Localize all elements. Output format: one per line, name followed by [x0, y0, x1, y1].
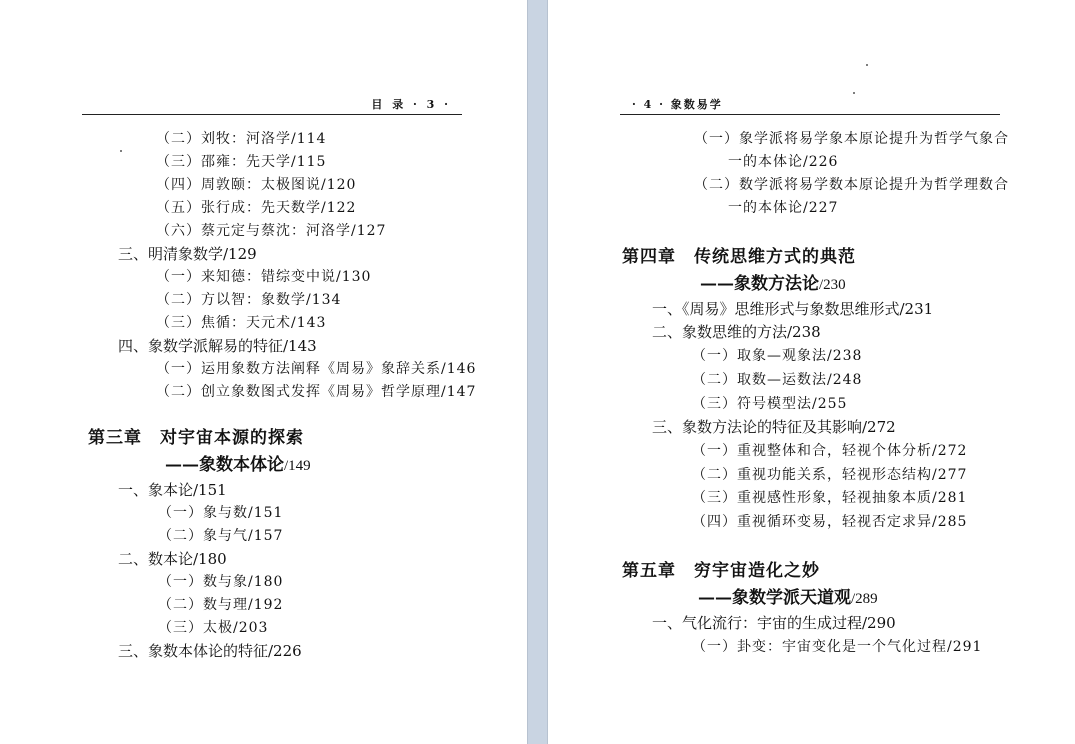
- chapter-title: 对宇宙本源的探索: [160, 428, 304, 448]
- toc-entry: （一）来知德：错综变中说/130: [156, 269, 372, 285]
- toc-entry: 一的本体论/226: [728, 154, 839, 170]
- toc-entry: （三）符号模型法/255: [692, 396, 848, 412]
- toc-section: 四、象数学派解易的特征/143: [118, 337, 317, 355]
- chapter-heading: [622, 248, 856, 266]
- scan-speck: [866, 64, 868, 66]
- toc-entry: （三）太极/203: [158, 620, 269, 636]
- chapter-subtitle-text: ——象数本体论: [165, 455, 284, 475]
- header-rule: [620, 114, 1000, 115]
- toc-section: 三、明清象数学/129: [118, 245, 257, 263]
- toc-section: 一、《周易》思维形式与象数思维形式/231: [652, 300, 934, 318]
- page-gutter: [527, 0, 548, 744]
- toc-entry: （六）蔡元定与蔡沈：河洛学/127: [156, 223, 387, 239]
- chapter-number: 第五章: [622, 561, 676, 581]
- toc-section: 二、象数思维的方法/238: [652, 323, 821, 341]
- toc-entry: （一）运用象数方法阐释《周易》象辞关系/146: [156, 361, 477, 377]
- toc-entry: （四）重视循环变易，轻视否定求异/285: [692, 514, 968, 530]
- chapter-subtitle: [165, 456, 311, 475]
- header-rule: [82, 114, 462, 115]
- chapter-subtitle: [698, 589, 878, 608]
- toc-entry: （一）卦变：宇宙变化是一个气化过程/291: [692, 639, 983, 655]
- scan-speck: [853, 92, 855, 94]
- chapter-page: /289: [851, 591, 878, 607]
- toc-section: 三、象数本体论的特征/226: [118, 642, 302, 660]
- left-page: [0, 0, 527, 744]
- scan-speck: [120, 150, 122, 152]
- toc-entry: （一）数与象/180: [158, 574, 284, 590]
- toc-entry: （二）数学派将易学数本原论提升为哲学理数合: [694, 177, 1009, 193]
- toc-entry: （二）数与理/192: [158, 597, 284, 613]
- toc-section: 二、数本论/180: [118, 550, 227, 568]
- page-header: · 4 · 象数易学: [632, 98, 723, 111]
- chapter-page: /149: [284, 458, 311, 474]
- toc-entry: （二）取数—运数法/248: [692, 372, 863, 388]
- chapter-heading: [88, 429, 304, 447]
- chapter-subtitle: [700, 275, 846, 294]
- toc-entry: （二）方以智：象数学/134: [156, 292, 342, 308]
- toc-entry: （二）象与气/157: [158, 528, 284, 544]
- toc-entry: （五）张行成：先天数学/122: [156, 200, 357, 216]
- toc-entry: （三）重视感性形象，轻视抽象本质/281: [692, 490, 968, 506]
- toc-entry: （二）创立象数图式发挥《周易》哲学原理/147: [156, 384, 477, 400]
- toc-entry: 一的本体论/227: [728, 200, 839, 216]
- toc-entry: （一）重视整体和合，轻视个体分析/272: [692, 443, 968, 459]
- page-header: 目 录 · 3 ·: [371, 98, 451, 111]
- chapter-subtitle-text: ——象数学派天道观: [698, 588, 851, 608]
- chapter-number: 第四章: [622, 247, 676, 267]
- toc-section: 一、气化流行：宇宙的生成过程/290: [652, 614, 896, 632]
- right-page: [548, 0, 1075, 744]
- toc-section: 一、象本论/151: [118, 481, 227, 499]
- chapter-page: /230: [819, 277, 846, 293]
- toc-entry: （一）象学派将易学象本原论提升为哲学气象合: [694, 131, 1009, 147]
- chapter-heading: [622, 562, 820, 580]
- toc-entry: （二）刘牧：河洛学/114: [156, 131, 327, 147]
- chapter-number: 第三章: [88, 428, 142, 448]
- chapter-title: 传统思维方式的典范: [694, 247, 856, 267]
- toc-entry: （一）象与数/151: [158, 505, 284, 521]
- toc-entry: （四）周敦颐：太极图说/120: [156, 177, 357, 193]
- toc-entry: （三）焦循：天元术/143: [156, 315, 327, 331]
- toc-entry: （二）重视功能关系，轻视形态结构/277: [692, 467, 968, 483]
- toc-entry: （三）邵雍：先天学/115: [156, 154, 327, 170]
- toc-section: 三、象数方法论的特征及其影响/272: [652, 418, 896, 436]
- toc-entry: （一）取象—观象法/238: [692, 348, 863, 364]
- chapter-subtitle-text: ——象数方法论: [700, 274, 819, 294]
- chapter-title: 穷宇宙造化之妙: [694, 561, 820, 581]
